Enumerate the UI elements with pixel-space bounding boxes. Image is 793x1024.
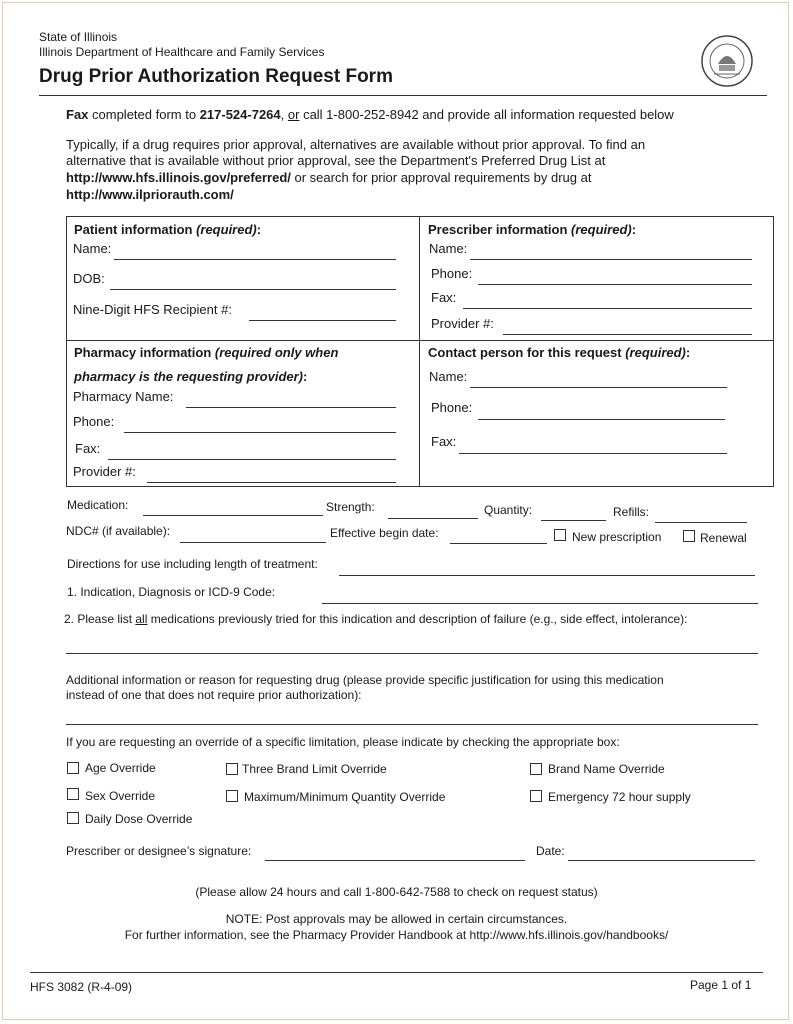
quantity-label: Quantity: [484, 503, 533, 517]
directions-label: Directions for use including length of treatment: [67, 557, 318, 571]
patient-dob-field[interactable] [110, 289, 396, 290]
info-grid-hdivider [66, 340, 774, 341]
prescriber-fax-label: Fax: [431, 290, 457, 305]
prescriber-provider-label: Provider #: [431, 316, 494, 331]
effective-date-label: Effective begin date: [330, 526, 439, 540]
pharmacy-name-label: Pharmacy Name: [73, 389, 174, 404]
state-seal-icon [700, 34, 754, 88]
intro-line-2: alternative that is available without prior approval, see the Department's Preferred Drug List at [66, 153, 606, 168]
patient-name-field[interactable] [114, 259, 396, 260]
pharmacy-provider-label: Provider #: [73, 464, 136, 479]
contact-fax-label: Fax: [431, 434, 457, 449]
medication-field[interactable] [143, 515, 323, 516]
info-grid-vdivider [419, 216, 420, 487]
fax-instructions [66, 107, 674, 122]
medication-label: Medication: [67, 498, 129, 512]
sex-override-checkbox[interactable] [67, 788, 79, 800]
new-prescription-checkbox[interactable] [554, 529, 566, 541]
footer-divider [30, 972, 763, 973]
prior-meds-field[interactable] [66, 653, 758, 654]
pharmacy-name-field[interactable] [186, 407, 396, 408]
renewal-label: Renewal [700, 531, 747, 545]
signature-label: Prescriber or designee’s signature: [66, 844, 252, 858]
strength-label: Strength: [326, 500, 375, 514]
daily-dose-checkbox[interactable] [67, 812, 79, 824]
patient-recipient-label: Nine-Digit HFS Recipient #: [73, 302, 232, 317]
ndc-label: NDC# (if available): [66, 524, 171, 538]
new-prescription-label: New prescription [572, 530, 662, 544]
header-divider [39, 95, 767, 96]
status-note: (Please allow 24 hours and call 1-800-642-7588 to check on request status) [195, 885, 598, 899]
age-override-label: Age Override [85, 761, 156, 775]
pharmacy-phone-field[interactable] [124, 432, 396, 433]
override-intro: If you are requesting an override of a specific limitation, please indicate by checking the appropriate box: [66, 735, 620, 749]
additional-info-field[interactable] [66, 724, 758, 725]
directions-field[interactable] [339, 575, 755, 576]
sex-override-label: Sex Override [85, 789, 156, 803]
emergency-checkbox[interactable] [530, 790, 542, 802]
prescriber-phone-label: Phone: [431, 266, 473, 281]
effective-date-field[interactable] [450, 543, 547, 544]
renewal-checkbox[interactable] [683, 530, 695, 542]
state-name: State of Illinois [39, 30, 118, 44]
form-title: Drug Prior Authorization Request Form [39, 66, 393, 87]
additional-info-line2: instead of one that does not require prior authorization): [66, 688, 362, 702]
pharmacy-provider-field[interactable] [147, 482, 396, 483]
pharmacy-heading-line1: Pharmacy information (required only when [74, 345, 339, 360]
prescriber-heading: Prescriber information (required): [428, 222, 637, 237]
date-field[interactable] [568, 860, 755, 861]
strength-field[interactable] [388, 518, 478, 519]
pharmacy-heading-line2: pharmacy is the requesting provider): [74, 369, 308, 384]
page-number: Page 1 of 1 [690, 978, 752, 992]
brand-name-checkbox[interactable] [530, 763, 542, 775]
fax-word: Fax [66, 107, 89, 122]
contact-phone-field[interactable] [478, 419, 725, 420]
fax-text-2: call 1-800-252-8942 and provide all information requested below [299, 107, 674, 122]
max-min-checkbox[interactable] [226, 790, 238, 802]
contact-heading: Contact person for this request (required): [428, 345, 691, 360]
three-brand-label: Three Brand Limit Override [242, 762, 387, 776]
additional-info-line1: Additional information or reason for requesting drug (please provide specific justification for using this medication [66, 673, 664, 687]
patient-name-label: Name: [73, 241, 112, 256]
contact-name-label: Name: [429, 369, 468, 384]
intro-line-1: Typically, if a drug requires prior approval, alternatives are available without prior approval. To find an [66, 137, 646, 152]
refills-label: Refills: [613, 505, 650, 519]
contact-fax-field[interactable] [459, 453, 727, 454]
fax-or: or [287, 107, 300, 122]
emergency-label: Emergency 72 hour supply [548, 790, 691, 804]
quantity-field[interactable] [541, 520, 606, 521]
age-override-checkbox[interactable] [67, 762, 79, 774]
prior-meds-label: 2. Please list all medications previously tried for this indication and description of failure (e.g., side effect, intolerance): [64, 612, 688, 626]
fax-sep: , [280, 107, 288, 122]
max-min-label: Maximum/Minimum Quantity Override [244, 790, 446, 804]
priorauth-url-link[interactable]: http://www.ilpriorauth.com/ [66, 187, 234, 202]
refills-field[interactable] [655, 522, 747, 523]
pharmacy-fax-field[interactable] [108, 459, 396, 460]
date-label: Date: [536, 844, 565, 858]
prescriber-provider-field[interactable] [503, 334, 752, 335]
form-id: HFS 3082 (R-4-09) [30, 980, 133, 994]
intro-line-3 [66, 170, 591, 185]
handbook-note: For further information, see the Pharmacy Provider Handbook at http://www.hfs.illinois.gov/handbooks/ [124, 928, 669, 942]
prescriber-name-field[interactable] [470, 259, 752, 260]
pharmacy-fax-label: Fax: [75, 441, 101, 456]
signature-field[interactable] [265, 860, 525, 861]
intro-line-3-rest: or search for prior approval requirements by drug at [290, 170, 592, 185]
brand-name-label: Brand Name Override [548, 762, 665, 776]
three-brand-checkbox[interactable] [226, 763, 238, 775]
indication-field[interactable] [322, 603, 758, 604]
prescriber-phone-field[interactable] [478, 284, 752, 285]
patient-recipient-field[interactable] [249, 320, 396, 321]
preferred-url-link[interactable]: http://www.hfs.illinois.gov/preferred/ [66, 170, 291, 185]
patient-dob-label: DOB: [73, 271, 105, 286]
fax-number: 217-524-7264 [199, 107, 281, 122]
indication-label: 1. Indication, Diagnosis or ICD-9 Code: [67, 585, 276, 599]
fax-text-1: completed form to [88, 107, 200, 122]
contact-name-field[interactable] [470, 387, 727, 388]
daily-dose-label: Daily Dose Override [85, 812, 193, 826]
prescriber-name-label: Name: [429, 241, 468, 256]
patient-heading: Patient information (required): [74, 222, 262, 237]
department-name: Illinois Department of Healthcare and Family Services [39, 45, 325, 59]
post-approval-note: NOTE: Post approvals may be allowed in certain circumstances. [225, 912, 568, 926]
pharmacy-phone-label: Phone: [73, 414, 115, 429]
ndc-field[interactable] [180, 542, 326, 543]
prescriber-fax-field[interactable] [463, 308, 752, 309]
contact-phone-label: Phone: [431, 400, 473, 415]
